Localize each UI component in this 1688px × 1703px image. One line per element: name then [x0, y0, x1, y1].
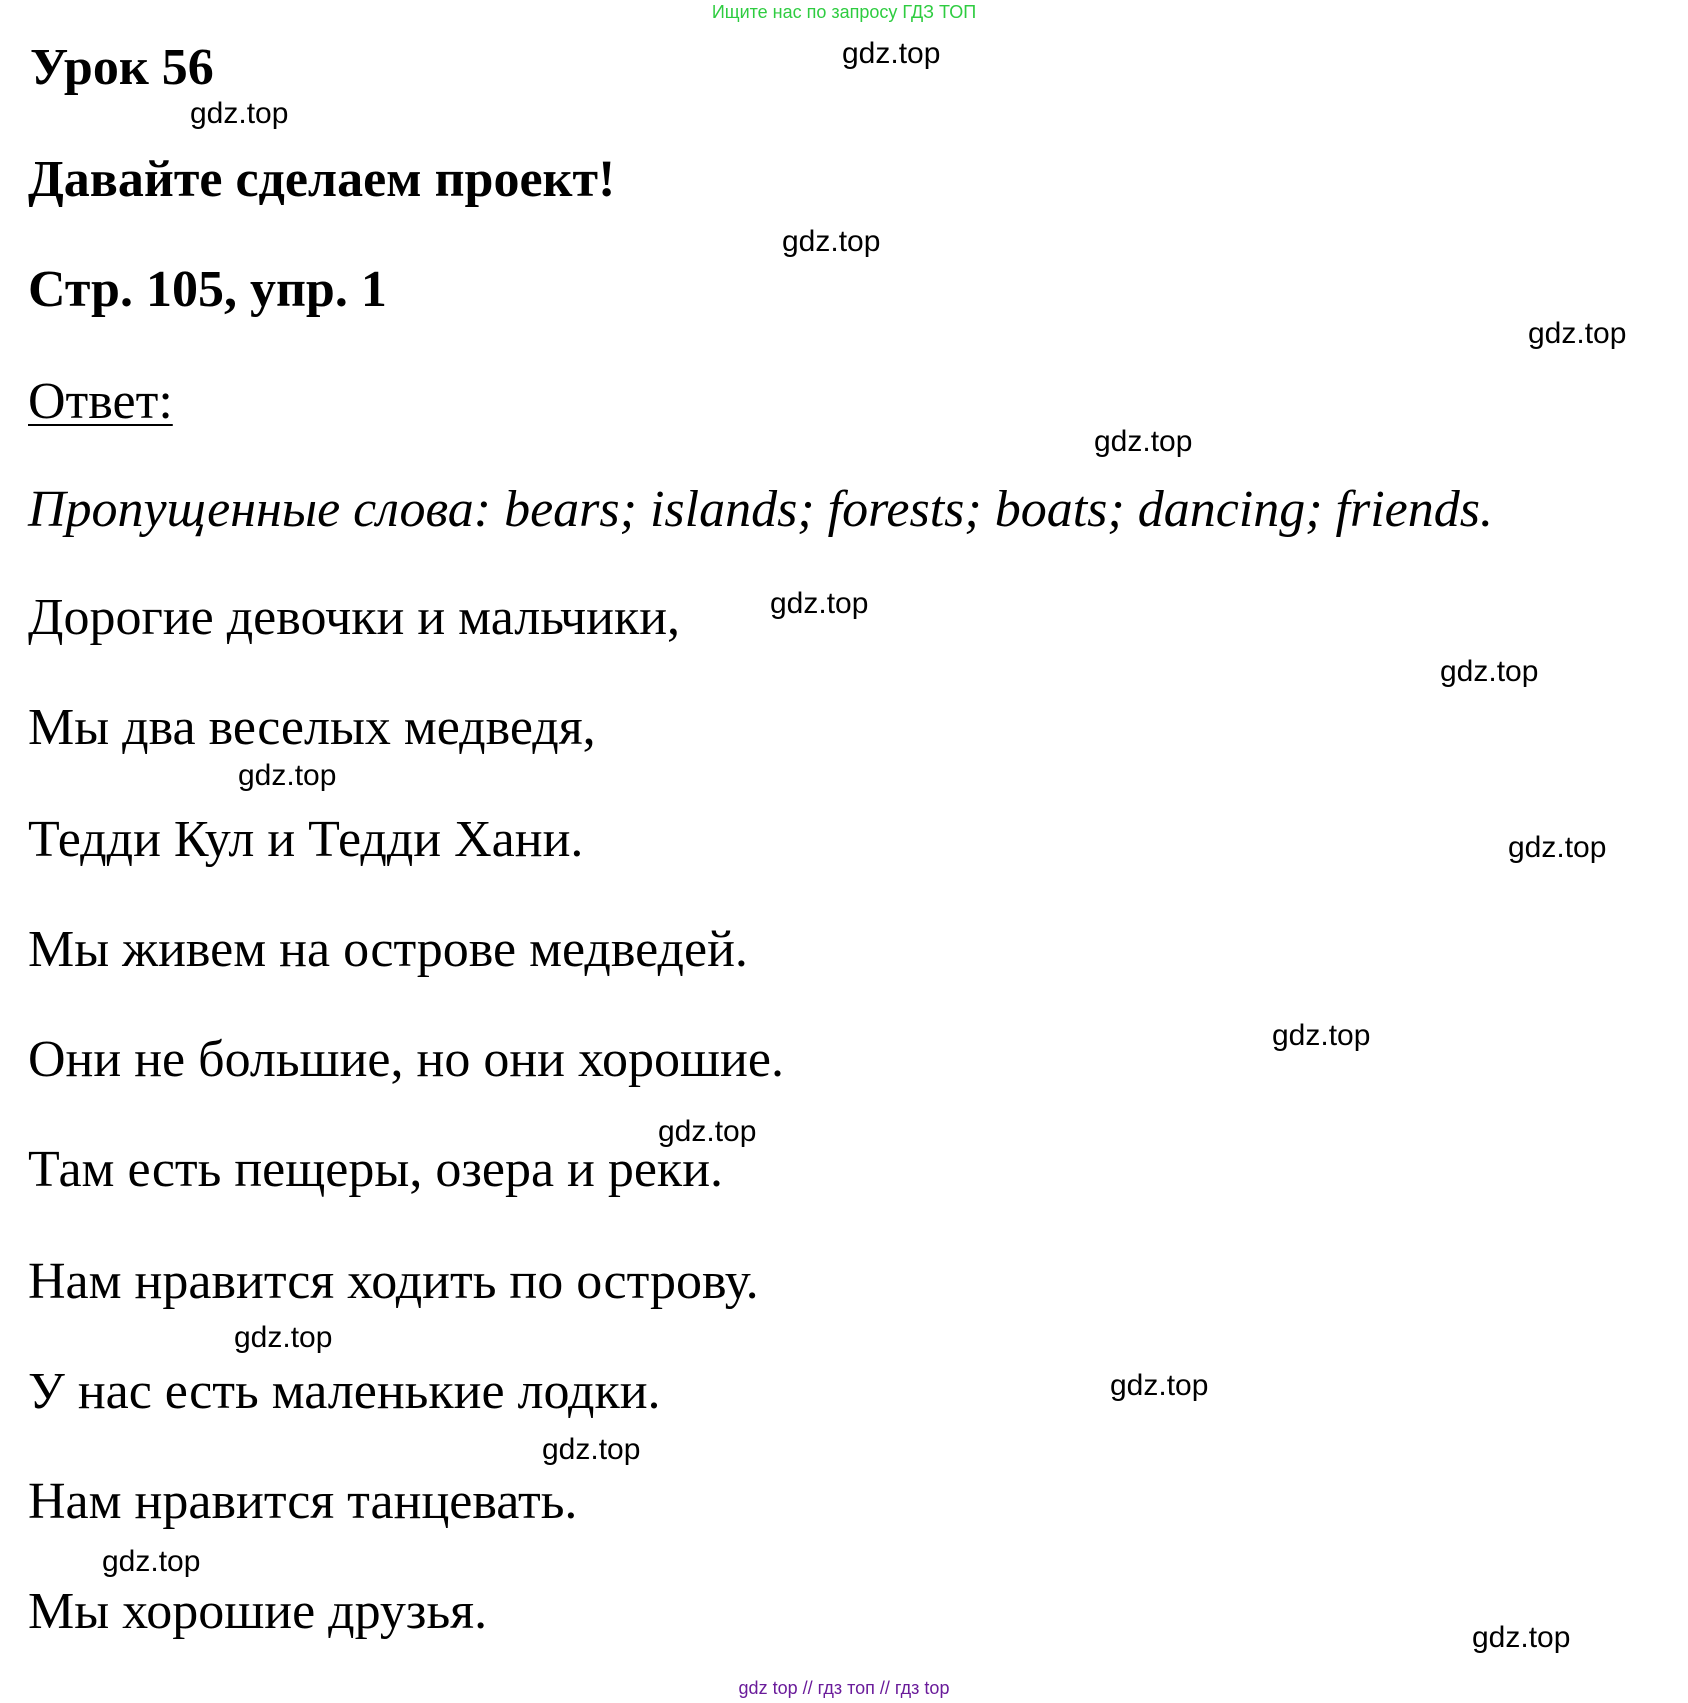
lesson-heading: Урок 56 — [30, 39, 214, 96]
watermark: gdz.top — [1508, 831, 1607, 864]
watermark: gdz.top — [842, 37, 941, 70]
text-line: Нам нравится ходить по острову. — [28, 1253, 759, 1310]
text-line: Дорогие девочки и мальчики, — [28, 589, 681, 646]
lesson-title: Давайте сделаем проект! — [28, 151, 616, 208]
text-line: Там есть пещеры, озера и реки. — [28, 1141, 724, 1198]
text-line: У нас есть маленькие лодки. — [28, 1363, 661, 1420]
watermark: gdz.top — [658, 1115, 757, 1148]
watermark: gdz.top — [234, 1321, 333, 1354]
page-exercise-ref: Стр. 105, упр. 1 — [28, 261, 387, 318]
watermark: gdz.top — [1110, 1369, 1209, 1402]
missing-words: Пропущенные слова: bears; islands; forests; boats; dancing; friends. — [28, 481, 1493, 538]
watermark: gdz.top — [770, 587, 869, 620]
text-line: Мы живем на острове медведей. — [28, 921, 748, 978]
text-line: Мы два веселых медведя, — [28, 699, 596, 756]
top-banner: Ищите нас по запросу ГДЗ ТОП — [711, 2, 977, 22]
text-line: Они не большие, но они хорошие. — [28, 1031, 784, 1088]
watermark: gdz.top — [102, 1545, 201, 1578]
text-line: Мы хорошие друзья. — [28, 1583, 488, 1640]
watermark: gdz.top — [1440, 655, 1539, 688]
watermark: gdz.top — [238, 759, 337, 792]
footer-links: gdz top // гдз топ // гдз top — [738, 1678, 950, 1698]
watermark: gdz.top — [542, 1433, 641, 1466]
watermark: gdz.top — [1272, 1019, 1371, 1052]
watermark: gdz.top — [190, 97, 289, 130]
answer-label: Ответ: — [28, 373, 173, 430]
text-line: Нам нравится танцевать. — [28, 1473, 578, 1530]
watermark: gdz.top — [1528, 317, 1627, 350]
text-line: Тедди Кул и Тедди Хани. — [28, 811, 584, 868]
watermark: gdz.top — [1094, 425, 1193, 458]
watermark: gdz.top — [782, 225, 881, 258]
watermark: gdz.top — [1472, 1621, 1571, 1654]
